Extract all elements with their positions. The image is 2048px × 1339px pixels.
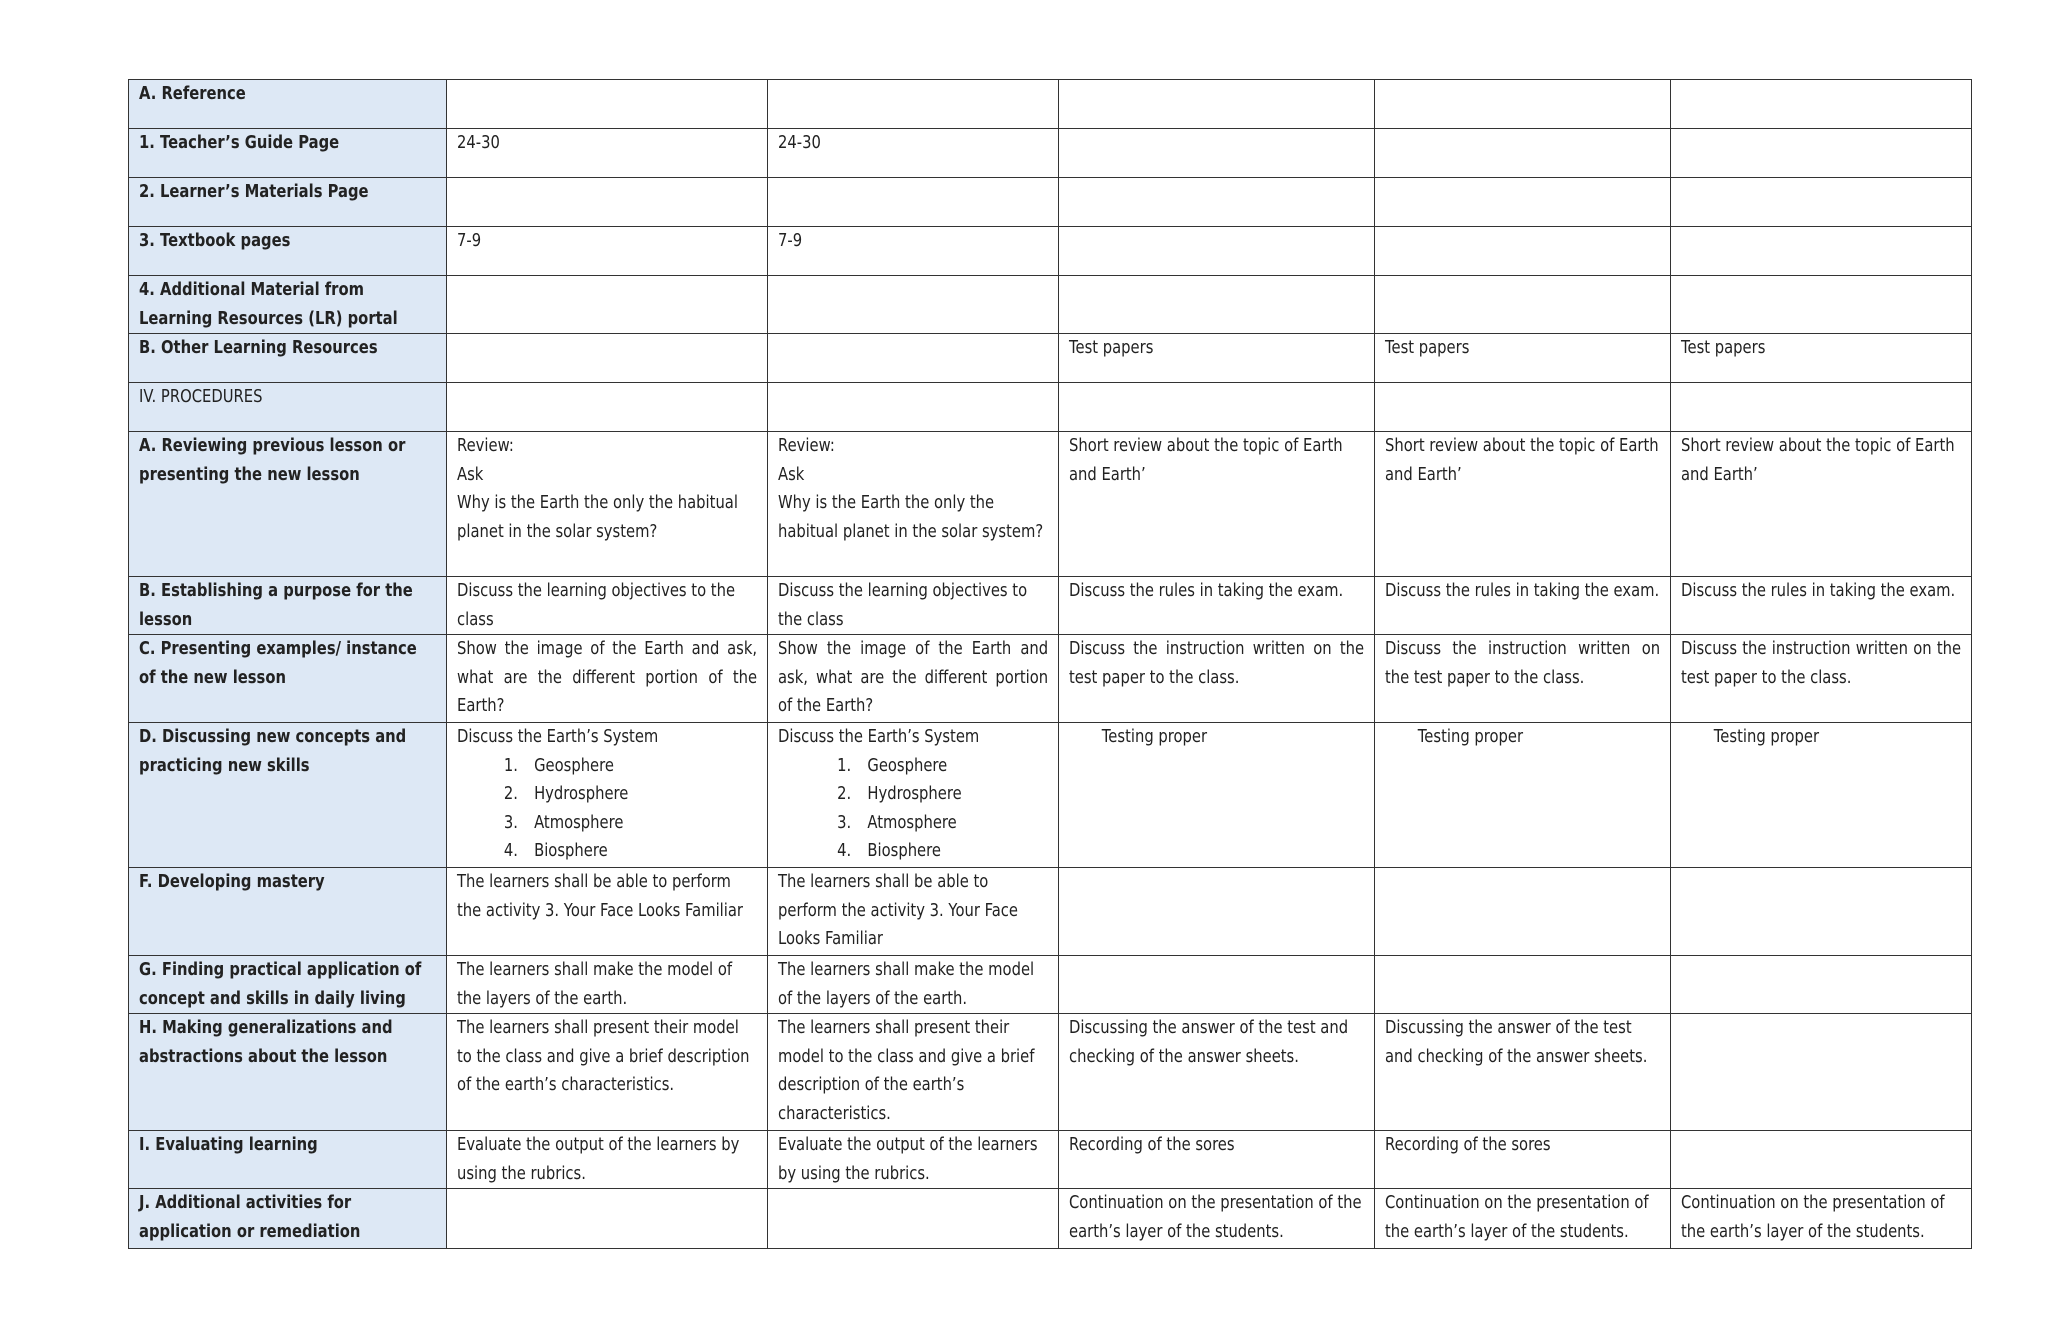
table-cell xyxy=(1059,129,1375,178)
table-cell xyxy=(447,432,768,577)
table-cell xyxy=(447,577,768,635)
cell-text: Discuss the instruction written on the test paper to the class. xyxy=(1385,638,1661,688)
table-cell xyxy=(447,227,768,276)
table-cell xyxy=(1671,723,1972,868)
table-cell xyxy=(1671,227,1972,276)
list-item: 2. Hydrosphere xyxy=(523,780,758,809)
table-cell xyxy=(1671,956,1972,1014)
cell-text: Continuation on the presentation of the earth’s layer of the students. xyxy=(1681,1192,1945,1242)
row-label-text: J. Additional activities for application or remediation xyxy=(139,1192,361,1242)
table-cell xyxy=(1375,1014,1671,1131)
table-cell xyxy=(447,178,768,227)
cell-text: Continuation on the presentation of the earth’s layer of the students. xyxy=(1069,1192,1362,1242)
list-item: 1. Geosphere xyxy=(856,752,1048,781)
table-cell xyxy=(1059,80,1375,129)
lesson-plan-sheet xyxy=(128,79,1971,1249)
table-row xyxy=(129,334,1972,383)
cell-text: Discuss the learning objectives to the class xyxy=(778,580,1028,630)
row-label xyxy=(129,432,447,577)
table-cell xyxy=(1671,178,1972,227)
cell-text: Show the image of the Earth and ask, what are the different portion of the Earth? xyxy=(457,638,758,716)
lesson-plan-body xyxy=(129,80,1972,1249)
table-cell xyxy=(1375,432,1671,577)
table-cell xyxy=(768,956,1059,1014)
cell-text: Review: Ask Why is the Earth the only the habitual planet in the solar system? xyxy=(457,435,738,542)
row-label xyxy=(129,227,447,276)
table-row xyxy=(129,276,1972,334)
cell-text: Test papers xyxy=(1069,337,1154,358)
table-cell xyxy=(1059,178,1375,227)
cell-text: The learners shall be able to perform the activity 3. Your Face Looks Familiar xyxy=(457,871,743,921)
cell-text: Evaluate the output of the learners by using the rubrics. xyxy=(778,1134,1038,1184)
table-cell xyxy=(1059,1131,1375,1189)
row-label-text: C. Presenting examples/ instance of the new lesson xyxy=(139,638,417,688)
table-cell xyxy=(1375,1131,1671,1189)
list-item: 3. Atmosphere xyxy=(523,809,758,838)
earth-system-list xyxy=(457,752,757,866)
cell-text: 24-30 xyxy=(457,132,500,153)
row-label-text: 4. Additional Material from Learning Resources (LR) portal xyxy=(139,279,398,329)
row-label-text: A. Reviewing previous lesson or presenting the new lesson xyxy=(139,435,406,485)
cell-text: Discuss the instruction written on the test paper to the class. xyxy=(1681,638,1962,688)
row-label xyxy=(129,129,447,178)
cell-text: Short review about the topic of Earth and Earth’ xyxy=(1681,435,1955,485)
table-row xyxy=(129,635,1972,723)
cell-text: Test papers xyxy=(1681,337,1766,358)
cell-text: Recording of the sores xyxy=(1069,1134,1235,1155)
earth-system-list xyxy=(778,752,1048,866)
cell-text: Recording of the sores xyxy=(1385,1134,1551,1155)
table-cell xyxy=(768,432,1059,577)
table-cell xyxy=(1375,178,1671,227)
table-cell xyxy=(1671,80,1972,129)
row-label-text: 2. Learner’s Materials Page xyxy=(139,181,369,202)
table-cell xyxy=(1059,1014,1375,1131)
table-row xyxy=(129,432,1972,577)
row-label-text: G. Finding practical application of concept and skills in daily living xyxy=(139,959,422,1009)
table-cell xyxy=(768,383,1059,432)
table-cell xyxy=(1059,956,1375,1014)
row-label-text: H. Making generalizations and abstractions about the lesson xyxy=(139,1017,393,1067)
list-item: 3. Atmosphere xyxy=(856,809,1048,838)
row-label-text: B. Establishing a purpose for the lesson xyxy=(139,580,413,630)
table-cell xyxy=(1375,635,1671,723)
table-cell xyxy=(1671,334,1972,383)
table-row xyxy=(129,80,1972,129)
cell-text: Discussing the answer of the test and checking of the answer sheets. xyxy=(1069,1017,1349,1067)
table-cell xyxy=(1375,1189,1671,1249)
table-cell xyxy=(768,334,1059,383)
table-cell xyxy=(447,1189,768,1249)
table-row xyxy=(129,577,1972,635)
table-cell xyxy=(1671,383,1972,432)
table-cell xyxy=(1059,276,1375,334)
cell-text: Testing proper xyxy=(1101,726,1208,747)
table-cell xyxy=(1671,1014,1972,1131)
table-row xyxy=(129,227,1972,276)
table-cell xyxy=(768,129,1059,178)
row-label-text: A. Reference xyxy=(139,83,246,104)
table-cell xyxy=(768,635,1059,723)
row-label-text: B. Other Learning Resources xyxy=(139,337,378,358)
table-cell xyxy=(768,178,1059,227)
table-cell xyxy=(1059,635,1375,723)
table-cell xyxy=(1375,577,1671,635)
table-row xyxy=(129,178,1972,227)
table-cell xyxy=(1375,723,1671,868)
table-cell xyxy=(447,723,768,868)
table-row xyxy=(129,956,1972,1014)
row-label xyxy=(129,276,447,334)
table-cell xyxy=(447,868,768,956)
cell-text: 7-9 xyxy=(778,230,803,251)
row-label xyxy=(129,1189,447,1249)
cell-text: Review: Ask Why is the Earth the only the habitual planet in the solar system? xyxy=(778,435,1044,542)
cell-text: The learners shall make the model of the layers of the earth. xyxy=(457,959,733,1009)
table-cell xyxy=(447,956,768,1014)
list-item: 1. Geosphere xyxy=(523,752,758,781)
table-cell xyxy=(447,276,768,334)
earth-system-list-block xyxy=(457,723,757,866)
cell-text: Testing proper xyxy=(1417,726,1524,747)
table-row xyxy=(129,1131,1972,1189)
table-cell xyxy=(447,80,768,129)
row-label xyxy=(129,1014,447,1131)
table-cell xyxy=(1059,1189,1375,1249)
row-label-text: 1. Teacher’s Guide Page xyxy=(139,132,340,153)
table-cell xyxy=(1375,956,1671,1014)
cell-text: The learners shall present their model to the class and give a brief description of the earth’s characteristics. xyxy=(457,1017,750,1095)
cell-text: 7-9 xyxy=(457,230,482,251)
table-row xyxy=(129,1189,1972,1249)
list-title: Discuss the Earth’s System xyxy=(457,726,659,747)
table-cell xyxy=(768,723,1059,868)
table-cell xyxy=(1059,334,1375,383)
row-label xyxy=(129,868,447,956)
row-label-text: D. Discussing new concepts and practicing new skills xyxy=(139,726,407,776)
cell-text: Discuss the rules in taking the exam. xyxy=(1069,580,1344,601)
cell-text: 24-30 xyxy=(778,132,821,153)
table-cell xyxy=(768,868,1059,956)
row-label xyxy=(129,635,447,723)
table-cell xyxy=(447,334,768,383)
table-cell xyxy=(1059,723,1375,868)
table-cell xyxy=(447,1131,768,1189)
table-row xyxy=(129,1014,1972,1131)
table-row xyxy=(129,723,1972,868)
row-label xyxy=(129,383,447,432)
table-cell xyxy=(768,80,1059,129)
table-cell xyxy=(768,227,1059,276)
cell-text: Discuss the rules in taking the exam. xyxy=(1385,580,1660,601)
table-cell xyxy=(1375,868,1671,956)
table-cell xyxy=(1375,276,1671,334)
table-cell xyxy=(768,1189,1059,1249)
cell-text: Short review about the topic of Earth and Earth’ xyxy=(1069,435,1343,485)
lesson-plan-table xyxy=(128,79,1972,1249)
cell-text: Short review about the topic of Earth and Earth’ xyxy=(1385,435,1659,485)
row-label xyxy=(129,178,447,227)
row-label-text: 3. Textbook pages xyxy=(139,230,291,251)
table-cell xyxy=(447,383,768,432)
table-cell xyxy=(1059,383,1375,432)
row-label xyxy=(129,80,447,129)
cell-text: Evaluate the output of the learners by using the rubrics. xyxy=(457,1134,740,1184)
table-cell xyxy=(1059,577,1375,635)
list-item: 2. Hydrosphere xyxy=(856,780,1048,809)
table-cell xyxy=(1671,1189,1972,1249)
cell-text: Show the image of the Earth and ask, what are the different portion of the Earth? xyxy=(778,638,1049,716)
table-cell xyxy=(768,1014,1059,1131)
table-cell xyxy=(447,1014,768,1131)
table-cell xyxy=(1059,227,1375,276)
table-cell xyxy=(1671,276,1972,334)
row-label xyxy=(129,577,447,635)
cell-text: Continuation on the presentation of the earth’s layer of the students. xyxy=(1385,1192,1649,1242)
table-row xyxy=(129,129,1972,178)
table-cell xyxy=(1375,80,1671,129)
cell-text: Discuss the learning objectives to the class xyxy=(457,580,736,630)
cell-text: Testing proper xyxy=(1713,726,1820,747)
table-cell xyxy=(1671,432,1972,577)
row-label xyxy=(129,334,447,383)
table-cell xyxy=(1375,129,1671,178)
table-cell xyxy=(1375,334,1671,383)
row-label xyxy=(129,723,447,868)
cell-text: The learners shall make the model of the layers of the earth. xyxy=(778,959,1035,1009)
table-cell xyxy=(1671,868,1972,956)
list-title: Discuss the Earth’s System xyxy=(778,726,980,747)
row-label-text: F. Developing mastery xyxy=(139,871,325,892)
cell-text: The learners shall be able to perform the activity 3. Your Face Looks Familiar xyxy=(778,871,1018,949)
table-cell xyxy=(1375,227,1671,276)
table-cell xyxy=(1671,635,1972,723)
row-label-text: IV. PROCEDURES xyxy=(139,386,263,407)
list-item: 4. Biosphere xyxy=(523,837,758,866)
table-cell xyxy=(447,635,768,723)
table-cell xyxy=(1671,577,1972,635)
list-item: 4. Biosphere xyxy=(856,837,1048,866)
table-cell xyxy=(768,577,1059,635)
table-cell xyxy=(768,1131,1059,1189)
earth-system-list-block xyxy=(778,723,1048,866)
cell-text: The learners shall present their model to the class and give a brief description of the earth’s characteristics. xyxy=(778,1017,1035,1124)
table-row xyxy=(129,868,1972,956)
table-cell xyxy=(1059,432,1375,577)
cell-text: Discuss the instruction written on the test paper to the class. xyxy=(1069,638,1365,688)
cell-text: Discuss the rules in taking the exam. xyxy=(1681,580,1956,601)
table-cell xyxy=(1671,1131,1972,1189)
row-label-text: I. Evaluating learning xyxy=(139,1134,318,1155)
table-cell xyxy=(1375,383,1671,432)
table-row xyxy=(129,383,1972,432)
table-cell xyxy=(1671,129,1972,178)
cell-text: Discussing the answer of the test and checking of the answer sheets. xyxy=(1385,1017,1648,1067)
table-cell xyxy=(768,276,1059,334)
row-label xyxy=(129,1131,447,1189)
cell-text: Test papers xyxy=(1385,337,1470,358)
table-cell xyxy=(447,129,768,178)
table-cell xyxy=(1059,868,1375,956)
row-label xyxy=(129,956,447,1014)
